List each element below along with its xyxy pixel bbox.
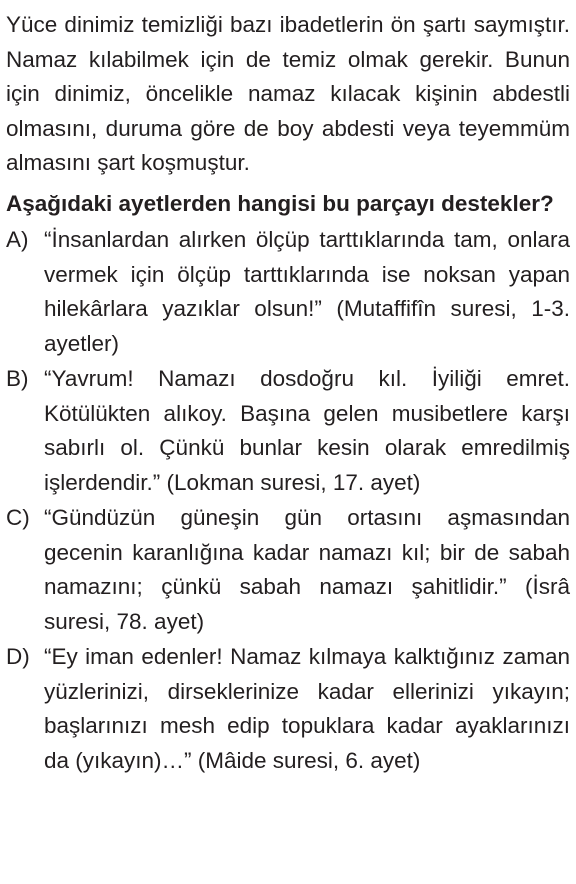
answer-options bbox=[6, 223, 570, 778]
question-stem: Aşağıdaki ayetlerden hangisi bu parçayı destekler? bbox=[6, 190, 554, 216]
option-text: “Gündüzün güneşin gün ortasını aşmasından gecenin karanlığına kadar namazı kıl; bir de sabah namazını; çünkü sabah namazı şahitlidir.” (İsrâ suresi, 78. ayet) bbox=[44, 505, 570, 634]
option-c[interactable] bbox=[6, 501, 570, 639]
passage-text: Yüce dinimiz temizliği bazı ibadetlerin ön şartı saymıştır. Namaz kılabilmek için de temiz olmak gerekir. Bunun için dinimiz, öncelikle namaz kılacak kişinin abdestli olmasını, duruma göre de boy abdesti veya teyemmüm almasını şart koşmuştur. bbox=[6, 12, 570, 175]
option-letter: A) bbox=[6, 227, 29, 252]
option-b[interactable] bbox=[6, 362, 570, 500]
option-d[interactable] bbox=[6, 640, 570, 778]
option-letter: B) bbox=[6, 366, 29, 391]
option-a[interactable] bbox=[6, 223, 570, 361]
option-letter: D) bbox=[6, 644, 30, 669]
option-text: “Yavrum! Namazı dosdoğru kıl. İyiliği emret. Kötülükten alıkoy. Başına gelen musibetlere karşı sabırlı ol. Çünkü bunlar kesin olarak emredilmiş işlerdendir.” (Lokman suresi, 17. ayet) bbox=[44, 366, 570, 495]
option-text: “Ey iman edenler! Namaz kılmaya kalktığınız zaman yüzlerinizi, dirseklerinize kadar ellerinizi yıkayın; başlarınızı mesh edip topuklara kadar ayaklarınızı da (yıkayın)…” (Mâide suresi, 6. ayet) bbox=[44, 644, 570, 773]
option-letter: C) bbox=[6, 505, 30, 530]
option-text: “İnsanlardan alırken ölçüp tarttıklarında tam, onlara vermek için ölçüp tarttıklarında ise noksan yapan hilekârlara yazıklar olsun!” (Mutaffifîn suresi, 1-3. ayetler) bbox=[44, 227, 570, 356]
